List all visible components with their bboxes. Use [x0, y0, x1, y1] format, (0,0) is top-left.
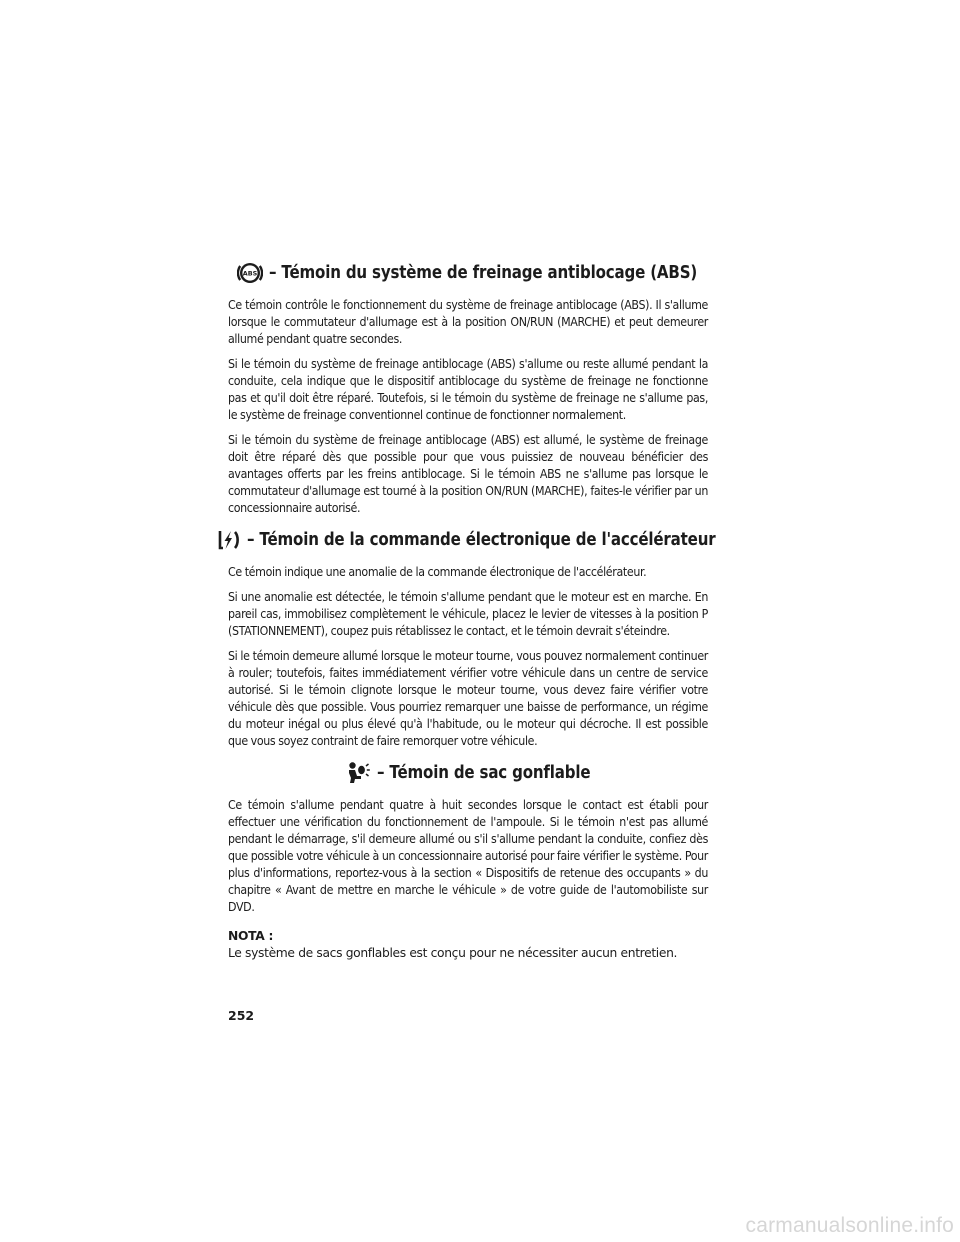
note-text: Le système de sacs gonflables est conçu pour ne nécessiter aucun entretien. [228, 946, 678, 960]
abs-warning-icon [237, 261, 263, 285]
section-title-airbag: – Témoin de sac gonflable [376, 763, 591, 783]
section-title-abs: – Témoin du système de freinage antiblocage (ABS) [269, 263, 698, 283]
airbag-warning-icon [345, 761, 371, 785]
electronic-throttle-control-icon [217, 528, 241, 552]
paragraph: Si le témoin du système de freinage antiblocage (ABS) est allumé, le système de freinage doit être réparé dès que possible pour que vous puissiez de nouveau bénéficier des avantages offerts par les freins antiblocage. Si le témoin ABS ne s'allume pas lorsque le commutateur d'allumage est tourné à la position ON/RUN (MARCHE), faites-le vérifier par un concessionnaire autorisé. [228, 433, 708, 515]
section-heading-abs [234, 258, 708, 288]
page-content [228, 258, 716, 962]
section-abs [228, 258, 708, 517]
section-heading-airbag [222, 758, 708, 788]
note-label: NOTA : [228, 929, 274, 943]
paragraph: Ce témoin contrôle le fonctionnement du système de freinage antiblocage (ABS). Il s'allume lorsque le commutateur d'allumage est à la position ON/RUN (MARCHE) et peut demeurer allumé pendant quatre secondes. [228, 298, 708, 346]
paragraph: Si le témoin demeure allumé lorsque le moteur tourne, vous pouvez normalement continuer à rouler; toutefois, faites immédiatement vérifier votre véhicule dans un centre de service autorisé. Si le témoin clignote lorsque le moteur tourne, vous devez faire vérifier votre véhicule dès que possible. Vous pourriez remarquer une baisse de performance, un régime du moteur inégal ou plus élevé qu'à l'habitude, ou le moteur qui décroche. Il est possible que vous soyez contraint de faire remorquer votre véhicule. [228, 649, 708, 748]
section-heading-etc [232, 525, 716, 555]
paragraph: Ce témoin indique une anomalie de la commande électronique de l'accélérateur. [228, 565, 647, 579]
section-etc [228, 525, 716, 750]
paragraph: Si le témoin du système de freinage antiblocage (ABS) s'allume ou reste allumé pendant la conduite, cela indique que le dispositif antiblocage du système de freinage ne fonctionne pas et qu'il doit être réparé. Toutefois, si le témoin du système de freinage ne s'allume pas, le système de freinage conventionnel continue de fonctionner normalement. [228, 357, 708, 422]
page-number: 252 [228, 1008, 255, 1023]
paragraph: Si une anomalie est détectée, le témoin s'allume pendant que le moteur est en marche. En pareil cas, immobilisez complètement le véhicule, placez le levier de vitesses à la position P (STATIONNEMENT), coupez puis rétablissez le contact, et le témoin devrait s'éteindre. [228, 590, 708, 638]
note [228, 928, 708, 962]
paragraph: Ce témoin s'allume pendant quatre à huit secondes lorsque le contact est établi pour effectuer une vérification du fonctionnement de l'ampoule. Si le témoin n'est pas allumé pendant le démarrage, s'il demeure allumé ou s'il s'allume pendant la conduite, confiez dès que possible votre véhicule à un concessionnaire autorisé pour faire vérifier le système. Pour plus d'informations, reportez-vous à la section « Dispositifs de retenue des occupants » du chapitre « Avant de mettre en marche le véhicule » de votre guide de l'automobiliste sur DVD. [228, 798, 708, 914]
section-title-etc: – Témoin de la commande électronique de l'accélérateur [246, 530, 716, 550]
watermark: carmanualsonline.info [745, 1214, 954, 1237]
abs-icon-label: ABS [242, 269, 258, 278]
section-airbag [228, 758, 708, 916]
